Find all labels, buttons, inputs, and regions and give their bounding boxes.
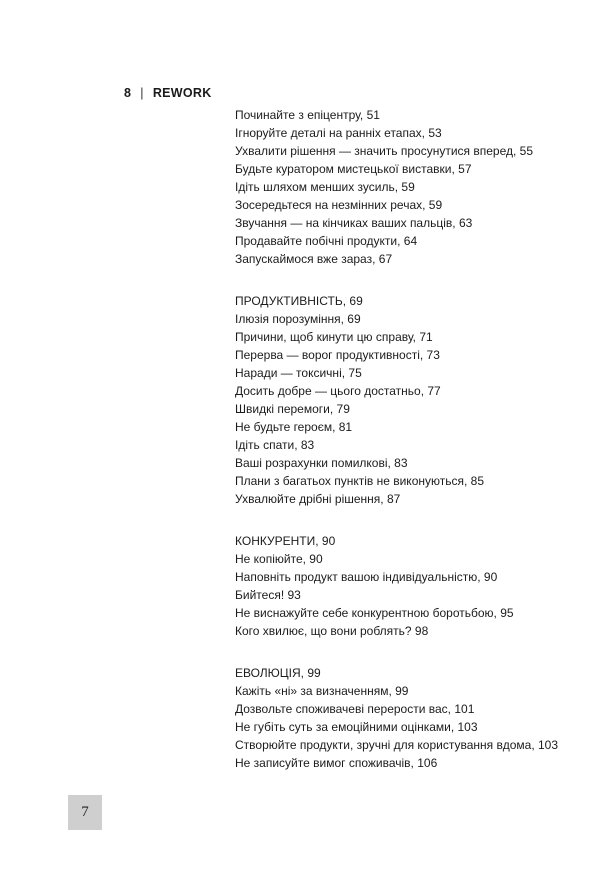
toc-entry: Не виснажуйте себе конкурентною боротьбою, 95	[235, 606, 514, 620]
toc-entry: Бийтеся! 93	[235, 588, 301, 602]
toc-entry: Не будьте героєм, 81	[235, 420, 353, 434]
toc-entry: Ідіть шляхом менших зусиль, 59	[235, 180, 415, 194]
section-title: ЕВОЛЮЦІЯ, 99	[235, 666, 321, 680]
header-page-number: 8	[124, 86, 132, 100]
toc-entry: Кажіть «ні» за визначенням, 99	[235, 684, 409, 698]
header-separator: |	[140, 86, 144, 100]
toc-section-competitors	[235, 532, 595, 640]
toc-entry: Ідіть спати, 83	[235, 438, 315, 452]
toc-entry: Ваші розрахунки помилкові, 83	[235, 456, 408, 470]
header-brand-bold: WORK	[170, 86, 212, 100]
page-number-tab: 7	[68, 795, 102, 830]
toc-entry: Ігноруйте деталі на ранніх етапах, 53	[235, 126, 442, 140]
toc-entry: Продавайте побічні продукти, 64	[235, 234, 418, 248]
toc-section-productivity	[235, 292, 595, 508]
toc-entry: Перерва — ворог продуктивності, 73	[235, 348, 440, 362]
toc-entry: Ухвалюйте дрібні рішення, 87	[235, 492, 401, 506]
toc-entry: Створюйте продукти, зручні для користування вдома, 103	[235, 738, 559, 752]
toc-entry: Ухвалити рішення — значить просунутися вперед, 55	[235, 144, 534, 158]
table-of-contents	[235, 106, 595, 772]
toc-entry: Починайте з епіцентру, 51	[235, 108, 380, 122]
toc-entry: Наповніть продукт вашою індивідуальністю, 90	[235, 570, 498, 584]
toc-entry: Звучання — на кінчиках ваших пальців, 63	[235, 216, 473, 230]
running-header	[124, 86, 212, 100]
toc-entry: Плани з багатьох пунктів не виконуються, 85	[235, 474, 484, 488]
toc-entry: Не копіюйте, 90	[235, 552, 323, 566]
toc-entry: Зосередьтеся на незмінних речах, 59	[235, 198, 443, 212]
toc-entry: Кого хвилює, що вони роблять? 98	[235, 624, 429, 638]
toc-entry: Наради — токсичні, 75	[235, 366, 362, 380]
section-title: КОНКУРЕНТИ, 90	[235, 534, 336, 548]
toc-entry: Не записуйте вимог споживачів, 106	[235, 756, 438, 770]
toc-group	[235, 106, 595, 268]
toc-entry: Запускаймося вже зараз, 67	[235, 252, 393, 266]
section-title: ПРОДУКТИВНІСТЬ, 69	[235, 294, 363, 308]
toc-section-evolution	[235, 664, 595, 772]
header-brand-light: RE	[152, 86, 171, 100]
toc-entry: Досить добре — цього достатньо, 77	[235, 384, 441, 398]
toc-entry: Будьте куратором мистецької виставки, 57	[235, 162, 472, 176]
toc-entry: Дозвольте споживачеві перерости вас, 101	[235, 702, 475, 716]
toc-entry: Ілюзія порозуміння, 69	[235, 312, 361, 326]
toc-entry: Причини, щоб кинути цю справу, 71	[235, 330, 433, 344]
toc-entry: Швидкі перемоги, 79	[235, 402, 350, 416]
toc-entry: Не губіть суть за емоційними оцінками, 103	[235, 720, 478, 734]
